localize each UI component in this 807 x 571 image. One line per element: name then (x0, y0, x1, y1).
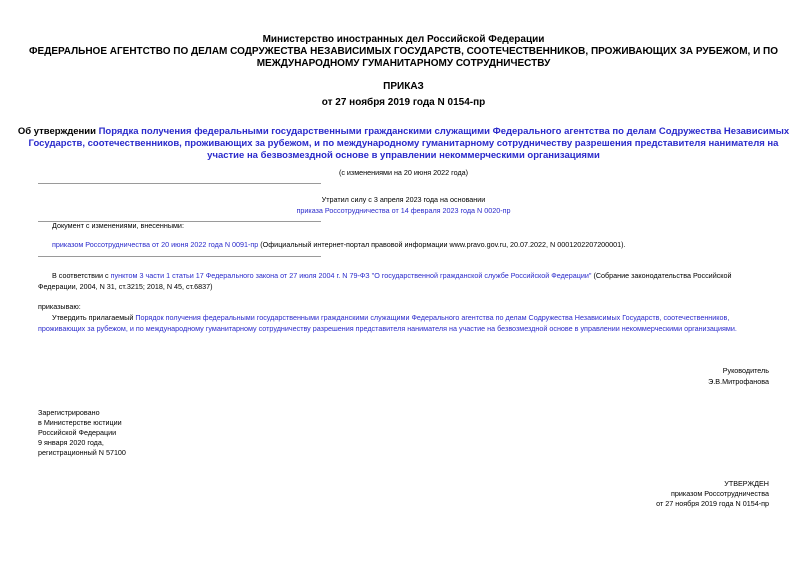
approve-prefix: Утвердить прилагаемый (52, 313, 136, 322)
signature-role: Руководитель (722, 366, 769, 375)
title-line1 (0, 126, 807, 138)
registration-line3: Российской Федерации (38, 428, 117, 437)
lost-force-link[interactable]: приказа Россотрудничества от 14 февраля 2023 года N 0020-пр (296, 206, 511, 215)
divider-3 (38, 256, 321, 257)
order-word: ПРИКАЗ (383, 81, 424, 92)
amendments-line (52, 240, 626, 250)
approved-line1: приказом Россотрудничества (671, 489, 769, 498)
preamble-law-link[interactable]: пунктом 3 части 1 статьи 17 Федерального закона от 27 июля 2004 г. N 79-ФЗ "О государственной гражданской службе Российской Федерации" (110, 271, 592, 280)
order-verb: приказываю: (38, 302, 81, 311)
signature-name: Э.В.Митрофанова (708, 377, 769, 386)
amendments-label: Документ с изменениями, внесенными: (52, 221, 184, 230)
changes-note: (с изменениями на 20 июня 2022 года) (338, 168, 469, 177)
order-date: от 27 ноября 2019 года N 0154-пр (321, 97, 486, 108)
registration-line4: 9 января 2020 года, (38, 438, 104, 447)
amendments-link[interactable]: приказом Россотрудничества от 20 июня 2022 года N 0091-пр (52, 240, 259, 249)
preamble-part1: В соответствии с (52, 271, 111, 280)
ministry-name: Министерство иностранных дел Российской Федерации (262, 34, 545, 45)
registration-line1: Зарегистрировано (38, 408, 100, 417)
title-link-line3[interactable]: участие на безвозмездной основе в управлении некоммерческими организациями (207, 150, 600, 161)
preamble-line1 (52, 271, 768, 281)
registration-line5: регистрационный N 57100 (38, 448, 126, 457)
amendments-source: (Официальный интернет-портал правовой информации www.pravo.gov.ru, 20.07.2022, N 0001202207200001). (258, 240, 626, 249)
approve-link-line1[interactable]: Порядок получения федеральными государственными гражданскими служащими Федерального агентства по делам Содружества Независимых Государств, соотечественников, (135, 313, 730, 322)
approved-word: УТВЕРЖДЕН (724, 479, 769, 488)
title-link-line1[interactable]: Порядка получения федеральными государственными гражданскими служащими Федерального агентства по делам Содружества Независимых (98, 126, 790, 137)
preamble-line2: Федерации, 2004, N 31, ст.3215; 2018, N 45, ст.6837) (38, 282, 213, 291)
approved-line2: от 27 ноября 2019 года N 0154-пр (656, 499, 769, 508)
approve-link-line2[interactable]: проживающих за рубежом, и по международному гуманитарному сотрудничеству разрешения представителя нанимателя на участие на безвозмездной основе в управлении некоммерческими организациями. (38, 324, 737, 333)
agency-name-line2: МЕЖДУНАРОДНОМУ ГУМАНИТАРНОМУ СОТРУДНИЧЕСТВУ (256, 58, 551, 69)
divider-1 (38, 183, 321, 184)
lost-force-text: Утратил силу с 3 апреля 2023 года на основании (321, 195, 486, 204)
preamble-part2: (Собрание законодательства Российской (591, 271, 732, 280)
approve-line1 (52, 313, 768, 323)
title-link-line2[interactable]: Государств, соотечественников, проживающих за рубежом, и по международному гуманитарному сотрудничеству разрешения представителя нанимателя на (28, 138, 779, 149)
title-prefix: Об утверждении (17, 126, 99, 137)
registration-line2: в Министерстве юстиции (38, 418, 122, 427)
agency-name-line1: ФЕДЕРАЛЬНОЕ АГЕНТСТВО ПО ДЕЛАМ СОДРУЖЕСТВА НЕЗАВИСИМЫХ ГОСУДАРСТВ, СООТЕЧЕСТВЕННИКОВ, ПРОЖИВАЮЩИХ ЗА РУБЕЖОМ, И ПО (28, 46, 779, 57)
